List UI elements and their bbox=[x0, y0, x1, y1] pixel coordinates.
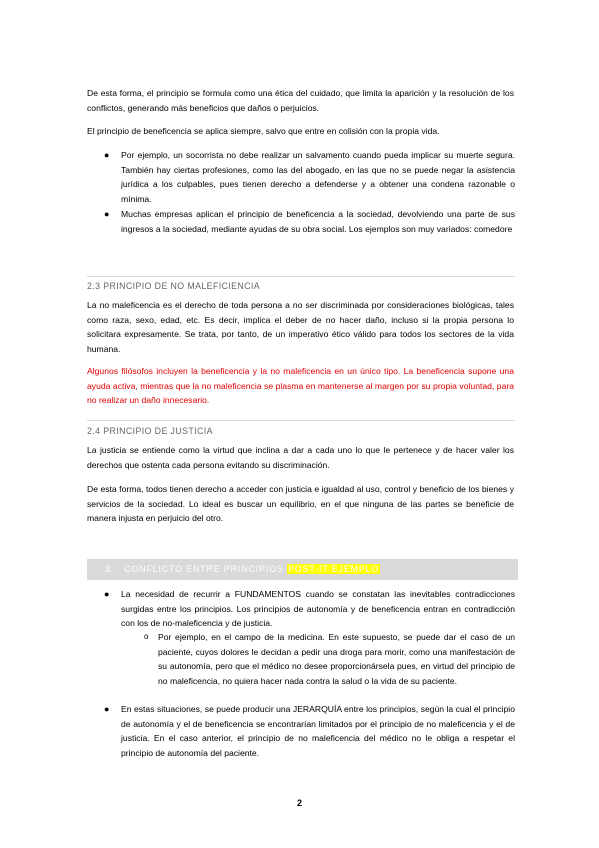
section-heading-no-maleficencia: 2.3 PRINCIPIO DE NO MALEFICIENCIA bbox=[87, 281, 261, 291]
bullet-dot: ● bbox=[104, 209, 110, 219]
section-3-number: 3. bbox=[105, 564, 115, 574]
section-3-title bbox=[105, 563, 380, 576]
page-number: 2 bbox=[296, 798, 302, 808]
paragraph-etica-cuidado: De esta forma, el principio se formula como una ética del cuidado, que limita la aparición y la resolución de los conflictos, generando más beneficios que daños o perjuicios. bbox=[87, 88, 514, 113]
list-item: Muchas empresas aplican el principio de beneficencia a la sociedad, devolviendo una parte de sus ingresos a la sociedad, mediante ayudas de su obra social. Los ejemplos son muy variados: comedore bbox=[121, 209, 515, 234]
list-item: Por ejemplo, un socorrista no debe realizar un salvamento cuando pueda implicar su muerte segura. También hay ciertas profesiones, como las del abogado, en las que no se puede negar la asistencia jurídica a los culpables, pues tienen derecho a defenderse y a obtener una condena razonable o mínima. bbox=[121, 150, 515, 204]
bullet-dot: ● bbox=[104, 589, 110, 599]
paragraph-beneficencia-aplica: El principio de beneficencia se aplica siempre, salvo que entre en colisión con la propia vida. bbox=[87, 126, 440, 136]
section-3-title-text: CONFLICTO ENTRE PRINCIPIOS bbox=[124, 564, 284, 574]
paragraph-justicia-acceso: De esta forma, todos tienen derecho a acceder con justicia e igualdad al uso, control y beneficio de los bienes y servicios de la sociedad. Lo ideal es buscar un equilibrio, en el que ninguna de las partes se beneficie de manera injusta en perjuicio del otro. bbox=[87, 484, 514, 524]
bullet-dot: ● bbox=[104, 704, 110, 714]
paragraph-no-maleficencia: La no maleficencia es el derecho de toda persona a no ser discriminada por consideraciones biológicas, tales como raza, sexo, edad, etc. Es decir, implica el deber de no hacer daño, incluso si la propia persona lo solicitara expresamente. Se trata, por tanto, de un imperativo ético válido para todos los sectores de la vida humana. bbox=[87, 300, 514, 354]
section-3-header-band bbox=[87, 559, 518, 580]
section-heading-justicia: 2.4 PRINCIPIO DE JUSTICIA bbox=[87, 426, 213, 436]
paragraph-red-note: Algunos filósofos incluyen la beneficencia y la no maleficencia en un único tipo. La beneficencia supone una ayuda activa, mientras que la no maleficencia se plasma en mantenerse al margen por su propia voluntad, para no realizar un daño innecesario. bbox=[87, 366, 514, 406]
list-item: En estas situaciones, se puede producir una JERARQUÍA entre los principios, según la cual el principio de autonomía y el de beneficencia se encontrarían limitados por el principio de no maleficencia y el de justicia. En el caso anterior, el principio de no maleficencia del médico no le obliga a respetar el principio de autonomía del paciente. bbox=[121, 704, 515, 758]
sub-list-item: Por ejemplo, en el campo de la medicina. En este supuesto, se puede dar el caso de un paciente, cuyos dolores le decidan a pedir una droga para morir, como una manifestación de su autonomía, pero que el médico no desee proporcionársela pues, en virtud del principio de no maleficencia, no quiera hacer nada contra la salud o la vida de su paciente. bbox=[158, 632, 515, 686]
list-item: La necesidad de recurrir a FUNDAMENTOS cuando se constatan las inevitables contradicciones surgidas entre los principios. Los principios de autonomía y de beneficencia entran en contradicción con los de no-maleficencia y de justicia. bbox=[121, 589, 515, 629]
section-divider bbox=[87, 276, 515, 277]
sub-bullet-circle: o bbox=[144, 632, 149, 641]
section-divider bbox=[87, 420, 515, 421]
post-it-highlight: POST-IT EJEMPLO bbox=[288, 564, 380, 574]
bullet-dot: ● bbox=[104, 150, 110, 160]
paragraph-justicia-virtud: La justicia se entiende como la virtud que inclina a dar a cada uno lo que le pertenece y de hacer valer los derechos que ostenta cada persona evitando su discriminación. bbox=[87, 445, 514, 470]
